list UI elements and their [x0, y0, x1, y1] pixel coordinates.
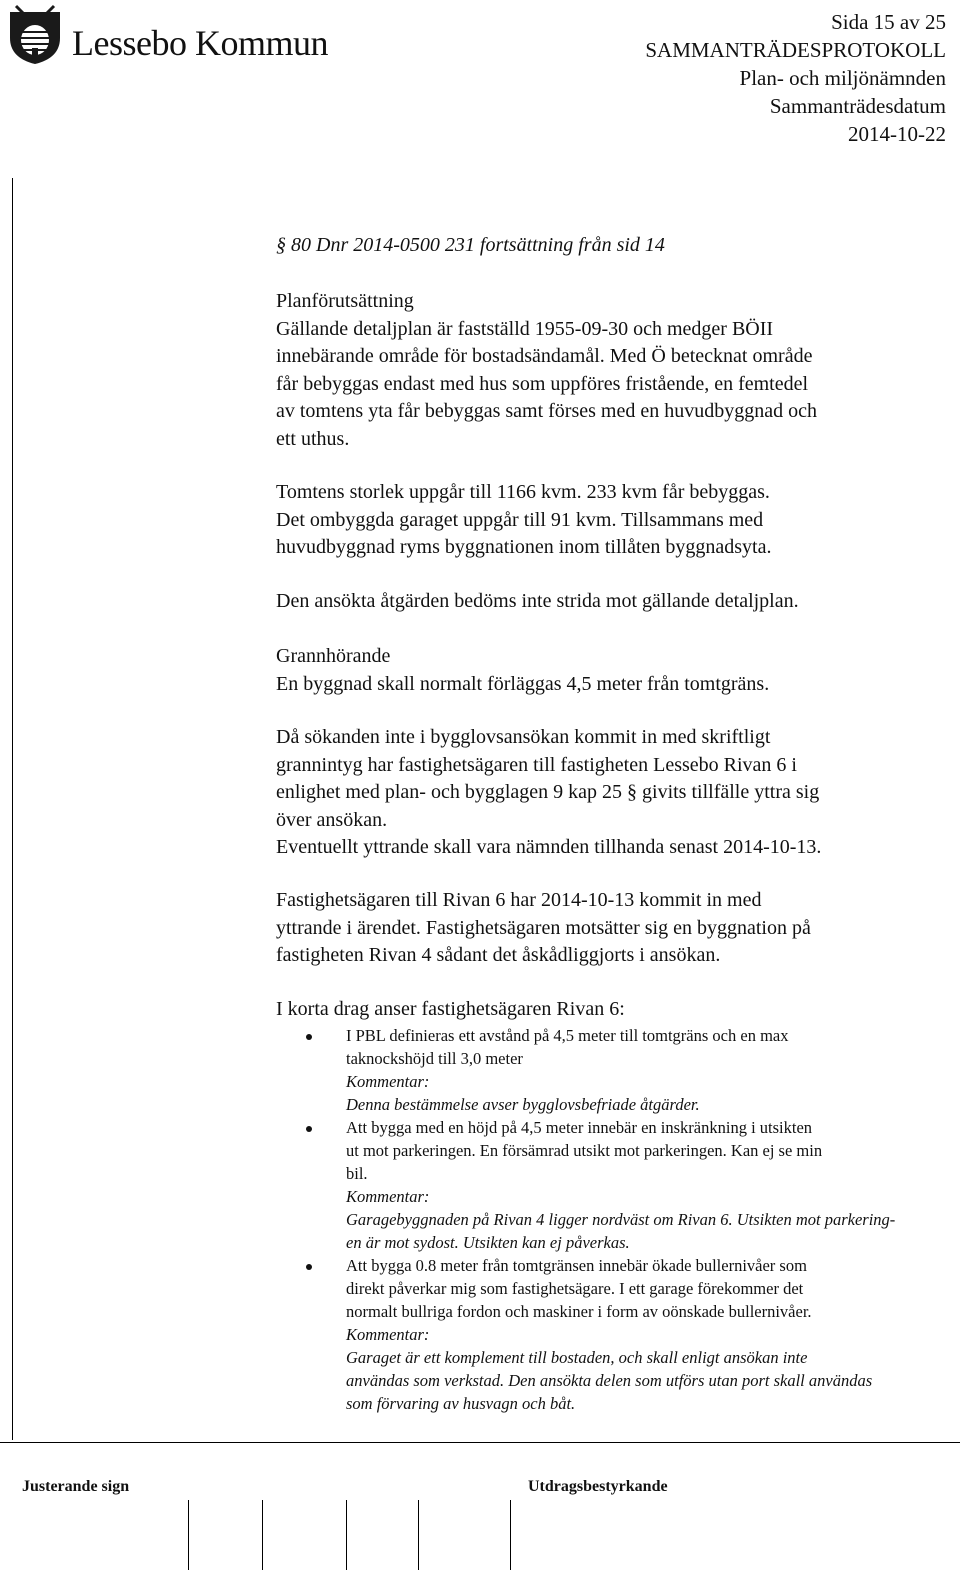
section-bedomning	[276, 588, 946, 616]
comment-line: användas som verkstad. Den ansökta delen som utförs utan port skall användas	[346, 1371, 873, 1390]
text-line: grannintyg har fastighetsägaren till fastigheten Lessebo Rivan 6 i	[276, 753, 797, 776]
utdragsbestyrkande-label: Utdragsbestyrkande	[528, 1478, 668, 1495]
text-line: fastigheten Rivan 4 sådant det åskådliggjorts i ansökan.	[276, 944, 721, 966]
comment-label: Kommentar:	[346, 1325, 430, 1344]
text-line: I PBL definieras ett avstånd på 4,5 meter till tomtgräns och en max	[346, 1026, 789, 1045]
comment-line: Garagebyggnaden på Rivan 4 ligger nordväst om Rivan 6. Utsikten mot parkering-	[346, 1210, 896, 1229]
comment-line: Denna bestämmelse avser bygglovsbefriade åtgärder.	[346, 1095, 700, 1114]
justerande-sign-label: Justerande sign	[22, 1478, 130, 1495]
committee-name: Plan- och miljönämnden	[739, 66, 946, 90]
bullet-icon	[306, 1264, 312, 1270]
text-line: yttrande i ärendet. Fastighetsägaren motsätter sig en byggnation på	[276, 916, 811, 939]
signature-box-divider	[262, 1500, 263, 1570]
list-item	[306, 1254, 946, 1415]
comment-line: en är mot sydost. Utsikten kan ej påverkas.	[346, 1233, 630, 1252]
section-heading: Planförutsättning	[276, 290, 414, 312]
bullet-icon	[306, 1034, 312, 1040]
text-line: ett uthus.	[276, 427, 350, 450]
beehive-crest-icon	[6, 4, 64, 66]
section-planforutsattning	[276, 288, 946, 453]
municipality-logo	[6, 4, 366, 66]
signature-box-divider	[418, 1500, 419, 1570]
text-line: av tomtens yta får bebyggas samt förses med en huvudbyggnad och	[276, 400, 817, 422]
logo-wordmark: Lessebo Kommun	[72, 23, 328, 63]
left-margin-rule	[12, 178, 13, 1440]
paragraph-reference: § 80 Dnr 2014-0500 231 fortsättning från sid 14	[276, 234, 665, 256]
section-fastighetsagaren	[276, 887, 946, 970]
objection-list	[306, 1024, 946, 1415]
text-line: över ansökan.	[276, 808, 388, 831]
signature-box-divider	[188, 1500, 189, 1570]
text-line: Gällande detaljplan är fastställd 1955-09-30 och medger BÖII	[276, 317, 774, 340]
text-line: I korta drag anser fastighetsägaren Rivan 6:	[276, 998, 625, 1020]
text-line: Tomtens storlek uppgår till 1166 kvm. 233 kvm får bebyggas.	[276, 481, 770, 503]
list-item	[306, 1116, 946, 1254]
comment-label: Kommentar:	[346, 1187, 430, 1206]
text-line: normalt bullriga fordon och maskiner i form av oönskade bullernivåer.	[346, 1302, 812, 1321]
text-line: Då sökanden inte i bygglovsansökan kommit in med skriftligt	[276, 726, 771, 748]
text-line: direkt påverkar mig som fastighetsägare. I ett garage förekommer det	[346, 1279, 804, 1298]
comment-line: Garaget är ett komplement till bostaden, och skall enligt ansökan inte	[346, 1348, 808, 1367]
page-number: Sida 15 av 25	[831, 10, 946, 34]
text-line: Fastighetsägaren till Rivan 6 har 2014-10-13 kommit in med	[276, 889, 762, 911]
text-line: Det ombyggda garaget uppgår till 91 kvm. Tillsammans med	[276, 508, 764, 531]
text-line: huvudbyggnad ryms byggnationen inom tillåten byggnadsyta.	[276, 536, 772, 558]
text-line: Den ansökta åtgärden bedöms inte strida mot gällande detaljplan.	[276, 590, 799, 612]
document-header	[645, 8, 946, 148]
section-heading: Grannhörande	[276, 645, 391, 667]
list-item	[306, 1024, 946, 1116]
signature-box-divider	[346, 1500, 347, 1570]
text-line: innebärande område för bostadsändamål. Med Ö betecknat område	[276, 345, 813, 367]
comment-label: Kommentar:	[346, 1072, 430, 1091]
text-line: enlighet med plan- och bygglagen 9 kap 25 § givits tillfälle yttra sig	[276, 781, 820, 803]
document-type: SAMMANTRÄDESPROTOKOLL	[645, 38, 946, 62]
text-line: bil.	[346, 1164, 368, 1183]
section-korta-drag	[276, 996, 946, 1024]
bullet-icon	[306, 1126, 312, 1132]
text-line: får bebyggas endast med hus som uppföres fristående, en femtedel	[276, 372, 809, 395]
text-line: taknockshöjd till 3,0 meter	[346, 1049, 523, 1068]
text-line: Att bygga med en höjd på 4,5 meter innebär en inskränkning i utsikten	[346, 1118, 813, 1137]
text-line: ut mot parkeringen. En försämrad utsikt mot parkeringen. Kan ej se min	[346, 1141, 823, 1160]
meeting-date-label: Sammanträdesdatum	[769, 94, 946, 118]
section-sokanden	[276, 724, 946, 862]
text-line: Att bygga 0.8 meter från tomtgränsen innebär ökade bullernivåer som	[346, 1256, 807, 1275]
text-line: En byggnad skall normalt förläggas 4,5 meter från tomtgräns.	[276, 672, 770, 695]
meeting-date: 2014-10-22	[848, 122, 946, 146]
footer-rule	[0, 1442, 960, 1443]
text-line: Eventuellt yttrande skall vara nämnden tillhanda senast 2014-10-13.	[276, 836, 822, 858]
section-tomt	[276, 479, 946, 562]
section-grannhorande	[276, 643, 946, 698]
signature-box-divider	[510, 1500, 511, 1570]
comment-line: som förvaring av husvagn och båt.	[346, 1394, 576, 1413]
